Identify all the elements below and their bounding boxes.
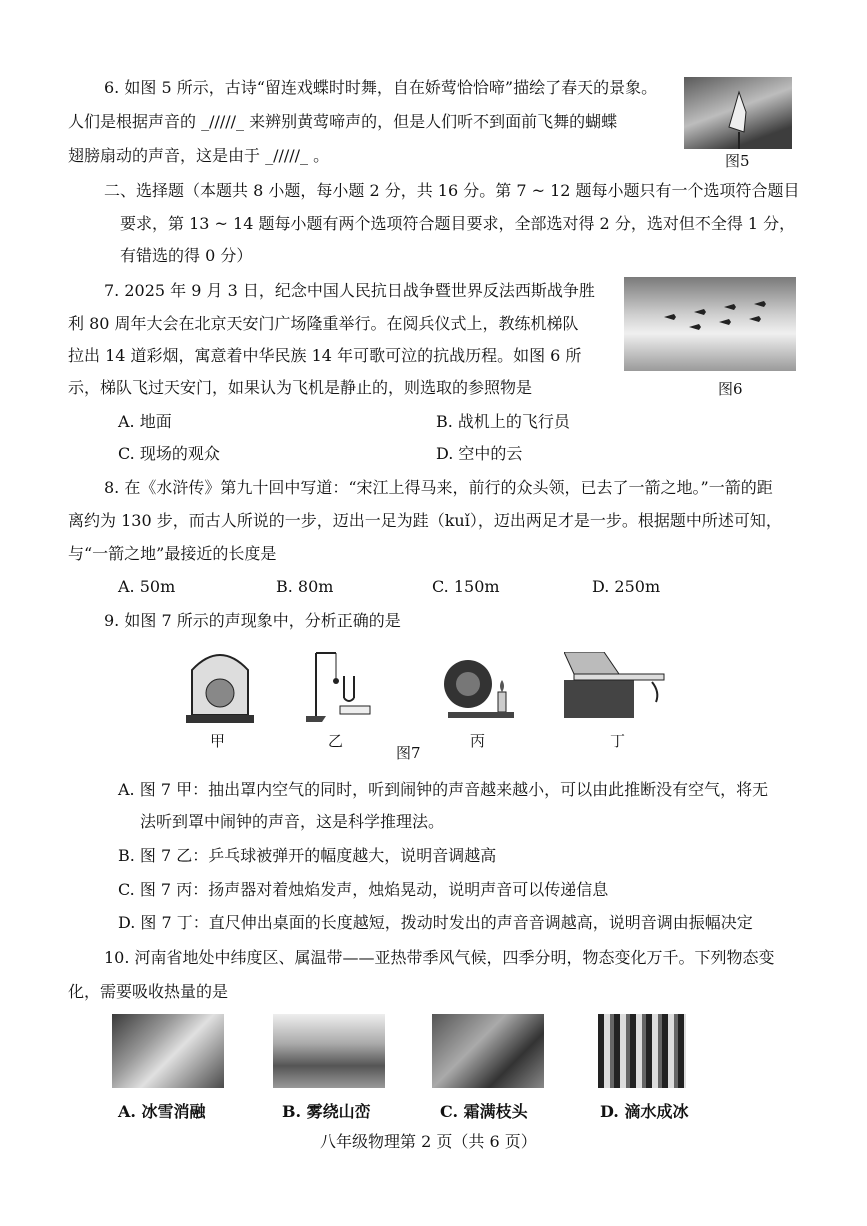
ruler-icon xyxy=(564,652,674,718)
q8-option-b[interactable]: B. 80m xyxy=(276,577,334,596)
frost-branches-photo xyxy=(432,1014,544,1088)
bell-jar-icon xyxy=(182,645,258,725)
q8-line1: 8. 在《水浒传》第九十回中写道：“宋江上得马来，前行的众头领，已去了一箭之地。”一箭的距 xyxy=(104,478,773,497)
fog-mountains-photo xyxy=(273,1014,385,1088)
q8-line3: 与“一箭之地”最接近的长度是 xyxy=(68,544,277,563)
tuning-fork-icon xyxy=(300,648,372,726)
q9-option-c[interactable]: C. 图 7 丙：扬声器对着烛焰发声，烛焰晃动，说明声音可以传递信息 xyxy=(118,880,609,899)
q8-line2: 离约为 130 步，而古人所说的一步，迈出一足为跬（kuǐ），迈出两足才是一步。根据题中所述可知， xyxy=(68,511,782,530)
q7-option-d[interactable]: D. 空中的云 xyxy=(436,444,523,463)
fig7-label: 图7 xyxy=(396,744,421,762)
fig7-label-bing: 丙 xyxy=(470,732,486,750)
q7-line3: 拉出 14 道彩烟，寓意着中华民族 14 年可歌可泣的抗战历程。如图 6 所 xyxy=(68,346,582,365)
q7-option-b[interactable]: B. 战机上的飞行员 xyxy=(436,412,570,431)
q10-option-c[interactable]: C. 霜满枝头 xyxy=(440,1102,528,1121)
q7-option-c[interactable]: C. 现场的观众 xyxy=(118,444,220,463)
fig5-label: 图5 xyxy=(725,152,750,170)
fig6-label: 图6 xyxy=(718,380,743,398)
q10-option-a[interactable]: A. 冰雪消融 xyxy=(118,1102,206,1121)
q9-option-d[interactable]: D. 图 7 丁：直尺伸出桌面的长度越短，拨动时发出的声音音调越高，说明音调由振幅决定 xyxy=(118,913,753,932)
q9-option-b[interactable]: B. 图 7 乙：乒乓球被弹开的幅度越大，说明音调越高 xyxy=(118,846,497,865)
fig7-label-yi: 乙 xyxy=(328,732,344,750)
q10-line2: 化，需要吸收热量的是 xyxy=(68,982,229,1001)
butterfly-icon xyxy=(684,77,792,149)
q7-line2: 利 80 周年大会在北京天安门广场隆重举行。在阅兵仪式上，教练机梯队 xyxy=(68,314,579,333)
icicles-photo xyxy=(598,1014,686,1088)
q6-line2: 人们是根据声音的 _/////_ 来辨别黄莺啼声的，但是人们听不到面前飞舞的蝴蝶 xyxy=(68,112,618,131)
q7-option-a[interactable]: A. 地面 xyxy=(118,412,172,431)
ruler-figure xyxy=(564,652,674,718)
section2-line2: 要求，第 13 ~ 14 题每小题有两个选项符合题目要求，全部选对得 2 分，选对但不全得 1 分， xyxy=(120,214,796,233)
q8-option-d[interactable]: D. 250m xyxy=(592,577,661,596)
jets-icon xyxy=(624,277,796,371)
butterfly-photo xyxy=(684,77,792,149)
speaker-candle-figure xyxy=(440,652,518,722)
q10-option-d[interactable]: D. 滴水成冰 xyxy=(600,1102,689,1121)
q10-line1: 10. 河南省地处中纬度区、属温带——亚热带季风气候，四季分明，物态变化万千。下列物态变 xyxy=(104,948,775,967)
section2-line1: 二、选择题（本题共 8 小题，每小题 2 分，共 16 分。第 7 ~ 12 题每小题只有一个选项符合题目 xyxy=(104,181,800,200)
bell-jar-figure xyxy=(182,645,258,725)
q8-option-a[interactable]: A. 50m xyxy=(118,577,176,596)
page-footer: 八年级物理第 2 页（共 6 页） xyxy=(320,1132,537,1151)
q9-option-a-line2: 法听到罩中闹钟的声音，这是科学推理法。 xyxy=(140,812,445,831)
melting-snow-photo xyxy=(112,1014,224,1088)
q7-line1: 7. 2025 年 9 月 3 日，纪念中国人民抗日战争暨世界反法西斯战争胜 xyxy=(104,281,595,300)
section2-line3: 有错选的得 0 分） xyxy=(120,246,253,265)
fig7-label-jia: 甲 xyxy=(210,732,226,750)
q9-stem: 9. 如图 7 所示的声现象中，分析正确的是 xyxy=(104,611,401,630)
fig7-label-ding: 丁 xyxy=(610,732,626,750)
q9-option-a-line1[interactable]: A. 图 7 甲：抽出罩内空气的同时，听到闹钟的声音越来越小，可以由此推断没有空气，将无 xyxy=(118,780,769,799)
jets-photo xyxy=(624,277,796,371)
speaker-icon xyxy=(440,652,518,722)
q10-option-b[interactable]: B. 雾绕山峦 xyxy=(282,1102,371,1121)
q6-line1: 6. 如图 5 所示，古诗“留连戏蝶时时舞，自在娇莺恰恰啼”描绘了春天的景象。 xyxy=(104,78,658,97)
tuning-fork-figure xyxy=(300,648,372,726)
q7-line4: 示，梯队飞过天安门，如果认为飞机是静止的，则选取的参照物是 xyxy=(68,378,533,397)
q6-line3: 翅膀扇动的声音，这是由于 _/////_ 。 xyxy=(68,146,330,165)
q8-option-c[interactable]: C. 150m xyxy=(432,577,500,596)
